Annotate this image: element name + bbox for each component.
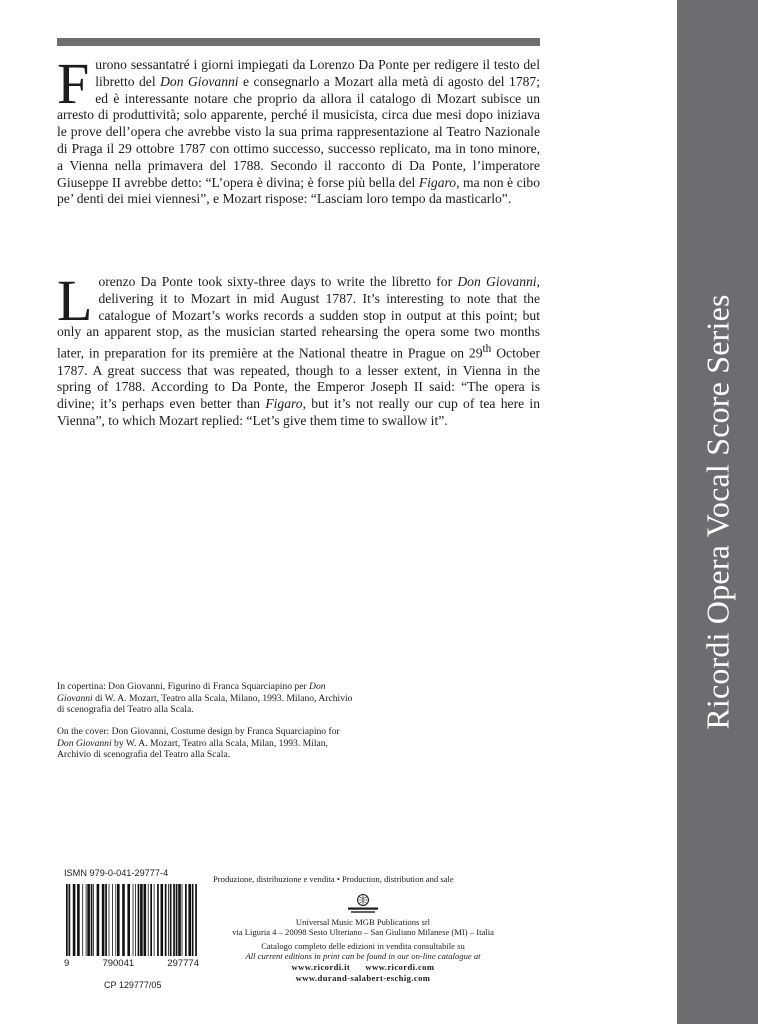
- publisher-address: via Liguria 4 – 20098 Sesto Ulteriano – San Giuliano Milanese (MI) – Italia: [232, 927, 494, 938]
- publisher-name: Universal Music MGB Publications srl: [295, 916, 431, 927]
- barcode-bar: [157, 884, 159, 956]
- cover-credits-english: On the cover: Don Giovanni, Costume design by Franca Squarciapino for Don Giovanni by W. A. Mozart, Teatro alla Scala, Milan, 1993. Milan, Archivio di scenografia del Teatro alla Scala.: [57, 726, 340, 761]
- barcode-bar: [66, 884, 68, 956]
- barcode-bar: [138, 884, 140, 956]
- distribution-line: Produzione, distribuzione e vendita • Production, distribution and sale: [213, 874, 454, 884]
- series-sidebar: [677, 0, 758, 1024]
- catalogue-note-english: All current editions in print can be found in our on-line catalogue at: [245, 951, 481, 962]
- series-title: Ricordi Opera Vocal Score Series: [699, 294, 735, 730]
- publisher-block: [213, 874, 513, 983]
- barcode-bar: [102, 884, 105, 956]
- barcode-bar: [82, 884, 83, 956]
- barcode-bar: [165, 884, 167, 956]
- barcode: [64, 884, 199, 956]
- barcode-bar: [77, 884, 80, 956]
- catalogue-note-italian: Catalogo completo delle edizioni in vendita consultabile su: [261, 940, 465, 951]
- barcode-bar: [117, 884, 120, 956]
- catalogue-number: CP 129777/05: [104, 980, 162, 990]
- barcode-bar: [154, 884, 155, 956]
- barcode-bar: [69, 884, 71, 956]
- barcode-bar: [140, 884, 143, 956]
- ismn-label: ISMN 979-0-041-29777-4: [64, 868, 169, 878]
- barcode-bar: [161, 884, 164, 956]
- barcode-bar: [192, 884, 194, 956]
- barcode-bar: [115, 884, 116, 956]
- barcode-bar: [122, 884, 125, 956]
- barcode-bar: [188, 884, 191, 956]
- barcode-bar: [144, 884, 147, 956]
- drop-cap: L: [57, 268, 93, 333]
- drop-cap: F: [57, 51, 90, 116]
- barcode-bar: [148, 884, 149, 956]
- website-link[interactable]: www.durand-salabert-eschig.com: [295, 972, 431, 983]
- barcode-bar: [135, 884, 136, 956]
- barcode-bar: [97, 884, 100, 956]
- barcode-bar: [86, 884, 87, 956]
- barcode-digit-group: 9: [64, 958, 70, 969]
- barcode-bar: [176, 884, 178, 956]
- barcode-bar: [87, 884, 90, 956]
- barcode-bar: [93, 884, 94, 956]
- barcode-bar: [91, 884, 93, 956]
- barcode-bar: [185, 884, 187, 956]
- barcode-bar: [127, 884, 130, 956]
- website-link[interactable]: www.ricordi.it www.ricordi.com: [291, 961, 435, 972]
- barcode-bar: [112, 884, 113, 956]
- barcode-bar: [109, 884, 110, 956]
- barcode-bar: [178, 884, 181, 956]
- barcode-digits: [64, 958, 199, 969]
- barcode-digit-group: 297774: [167, 958, 199, 969]
- barcode-bar: [150, 884, 152, 956]
- barcode-bar: [173, 884, 175, 956]
- barcode-bar: [105, 884, 107, 956]
- barcode-bar: [182, 884, 183, 956]
- cover-credits-italian: In copertina: Don Giovanni, Figurino di Franca Squarciapino per Don Giovanni di W. A. Mozart, Teatro alla Scala, Milano, 1993. Milano, Archivio di scenografia del Teatro alla Scala.: [57, 681, 353, 716]
- barcode-bar: [133, 884, 134, 956]
- intro-italian: Furono sessantatré i giorni impiegati da Lorenzo Da Ponte per redigere il testo del libretto del Don Giovanni e consegnarlo a Mozart alla metà di agosto del 1787; ed è interessante notare che proprio da allora il catalogo di Mozart subisce un arresto di produttività; solo apparente, perché il musicista, circa due mesi dopo iniziava le prove dell’opera che avrebbe visto la sua prima rappresentazione al Teatro Nazionale di Praga il 29 ottobre 1787 con ottimo successo, successo replicato, ma in tono minore, a Vienna nella primavera del 1788. Secondo il racconto di Da Ponte, l’imperatore Giuseppe II avrebbe detto: “L’opera è divina; è forse più bella del Figaro, ma non è cibo pe’ denti dei miei viennesi”, e Mozart rispose: “Lasciam loro tempo da masticarlo”.: [57, 51, 540, 207]
- barcode-bar: [170, 884, 172, 956]
- top-rule: [57, 38, 540, 46]
- barcode-bar: [73, 884, 76, 956]
- barcode-bar: [195, 884, 197, 956]
- barcode-digit-group: 790041: [102, 958, 135, 969]
- universal-music-logo-icon: [342, 893, 384, 915]
- barcode-bar: [168, 884, 169, 956]
- intro-english: Lorenzo Da Ponte took sixty-three days to write the libretto for Don Giovanni, delivering it to Mozart in mid August 1787. It’s interesting to note that the catalogue of Mozart’s works records a sudden stop in output at this point; but only an apparent stop, as the musician started rehearsing the opera some two months later, in preparation for its première at the National theatre in Prague on 29th October 1787. A great success that was repeated, though to a lesser extent, in Vienna in the spring of 1788. According to Da Ponte, the Emperor Joseph II said: “The opera is divine; it’s perhaps even better than Figaro, but it’s not really our cup of tea here in Vienna”, to which Mozart replied: “Let’s give them time to swallow it”.: [57, 268, 540, 428]
